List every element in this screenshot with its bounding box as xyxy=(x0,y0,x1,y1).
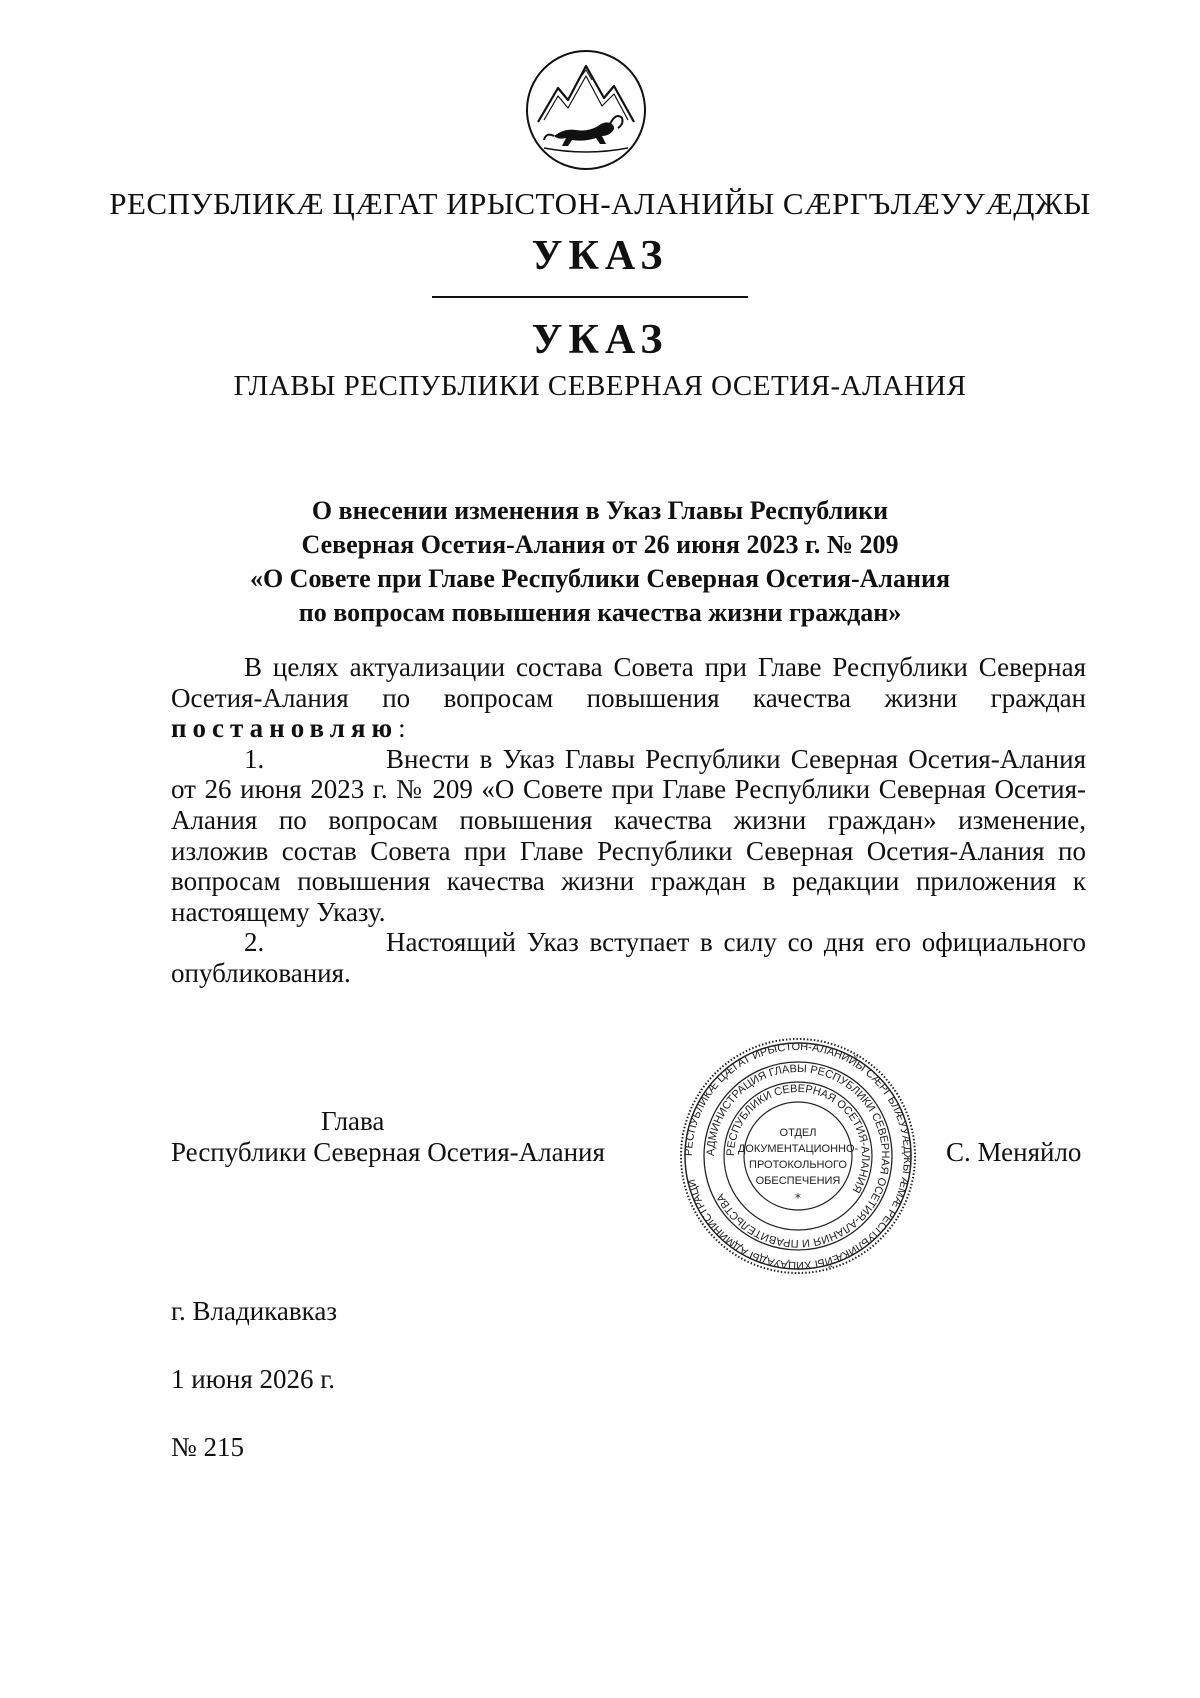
ossetian-ukaz-heading: УКАЗ xyxy=(531,233,669,279)
seal-center-line: ОТДЕЛ xyxy=(779,1127,817,1139)
decree-date: 1 июня 2026 г. xyxy=(171,1364,336,1394)
decree-colon: : xyxy=(398,713,406,744)
ossetian-authority-title: РЕСПУБЛИКӔ ЦӔГАТ ИРЫСТОН-АЛАНИЙЫ СӔРГЪЛӔУУӔДЖЫ xyxy=(109,186,1091,221)
russian-ukaz-heading: УКАЗ xyxy=(531,317,669,363)
position-line-2: Республики Северная Осетия-Алания xyxy=(171,1136,605,1167)
item-text: Внести в Указ Главы Республики Северная Осетия-Алания от 26 июня 2023 г. № 209 «О Совете при Главе Республики Северная Осетия-Алания по вопросам повышения качества жизни граждан» изменение, изложив состав Совета при Главе Республики Северная Осетия-Алания по вопросам повышения качества жизни граждан в редакции приложения к настоящему Указу. xyxy=(171,743,1086,927)
decree-city: г. Владикавказ xyxy=(171,1296,337,1326)
seal-center-line: ПРОТОКОЛЬНОГО xyxy=(749,1159,847,1171)
decree-item-1 xyxy=(171,744,1086,928)
seal-center-line: ДОКУМЕНТАЦИОННО- xyxy=(737,1143,859,1155)
item-number: 1. xyxy=(244,743,265,774)
subject-line: «О Совете при Главе Республики Северная Осетия-Алания xyxy=(249,564,951,593)
decree-subject xyxy=(170,494,1030,630)
seal-star-icon: * xyxy=(795,1191,801,1205)
seal-middle-text: АДМИНИСТРАЦИЯ ГЛАВЫ РЕСПУБЛИКИ СЕВЕРНАЯ ОСЕТИЯ-АЛАНИЯ И ПРАВИТЕЛЬСТВА xyxy=(704,1062,892,1250)
seal-center-line: ОБЕСПЕЧЕНИЯ xyxy=(755,1175,841,1187)
item-number: 2. xyxy=(244,927,265,958)
coat-of-arms-icon xyxy=(524,48,648,172)
decree-body xyxy=(171,652,1086,989)
seal-inner-text: РЕСПУБЛИКИ СЕВЕРНАЯ ОСЕТИЯ-АЛАНИЯ xyxy=(724,1082,872,1195)
seal-outer-text: РЕСПУБЛИКӔ ЦӔГАТ ИРЫСТОН-АЛАНИЙЫ СӔРГЪЛӔУУӔДЖЫ ӔМӔ РЕСПУБЛИКӔЙЫ ХИЦАУАДЫ АДМИНИСТРАЦИ xyxy=(682,1040,914,1272)
subject-line: по вопросам повышения качества жизни граждан» xyxy=(298,598,902,627)
item-text: Настоящий Указ вступает в силу со дня его официального опубликования. xyxy=(171,927,1086,988)
decree-word: постановляю xyxy=(171,713,399,744)
signatory-name: С. Меняйло xyxy=(946,1137,1082,1167)
preamble-text: В целях актуализации состава Совета при Главе Республики Северная Осетия-Алания по вопросам повышения качества жизни граждан xyxy=(171,652,1086,713)
russian-authority-title: ГЛАВЫ РЕСПУБЛИКИ СЕВЕРНАЯ ОСЕТИЯ-АЛАНИЯ xyxy=(233,370,967,402)
position-line-1: Глава xyxy=(321,1106,385,1136)
header-divider xyxy=(432,296,748,298)
official-seal-icon xyxy=(678,1036,918,1276)
signatory-position xyxy=(171,1106,605,1167)
preamble-paragraph xyxy=(171,652,1086,744)
subject-line: О внесении изменения в Указ Главы Республики xyxy=(311,496,889,525)
decree-number: № 215 xyxy=(171,1432,245,1462)
subject-line: Северная Осетия-Алания от 26 июня 2023 г. № 209 xyxy=(301,530,899,559)
decree-item-2 xyxy=(171,927,1086,988)
